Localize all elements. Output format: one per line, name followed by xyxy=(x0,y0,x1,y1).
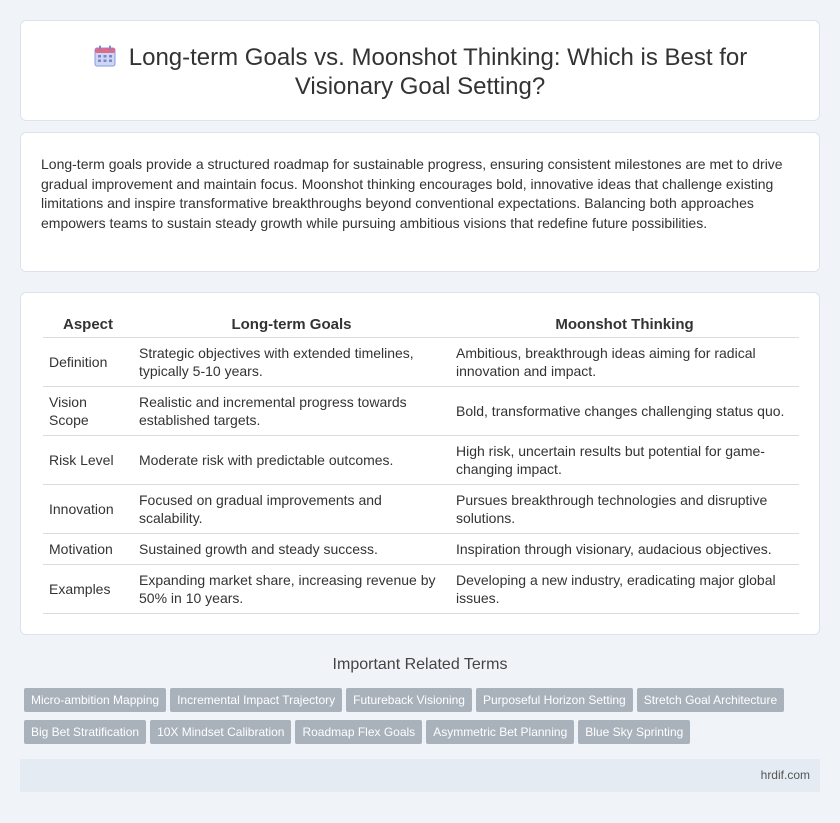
moonshot-cell: Pursues breakthrough technologies and disruptive solutions. xyxy=(450,484,799,533)
long-term-cell: Expanding market share, increasing revenue by 50% in 10 years. xyxy=(133,564,450,613)
comparison-table-card xyxy=(20,292,820,635)
long-term-cell: Sustained growth and steady success. xyxy=(133,533,450,564)
page-title-text: Long-term Goals vs. Moonshot Thinking: Which is Best for Visionary Goal Setting? xyxy=(128,44,748,100)
table-row xyxy=(43,564,799,613)
moonshot-cell: Ambitious, breakthrough ideas aiming for radical innovation and impact. xyxy=(450,337,799,386)
table-row xyxy=(43,533,799,564)
page-title xyxy=(21,43,819,101)
long-term-cell: Focused on gradual improvements and scalability. xyxy=(133,484,450,533)
calendar-icon xyxy=(93,44,117,68)
aspect-cell: Definition xyxy=(43,337,133,386)
footer xyxy=(20,759,820,792)
table-row xyxy=(43,484,799,533)
header-moonshot-thinking: Moonshot Thinking xyxy=(450,315,799,337)
header-card xyxy=(20,20,820,121)
aspect-cell: Risk Level xyxy=(43,435,133,484)
related-terms-list xyxy=(24,688,820,752)
summary-paragraph: Long-term goals provide a structured roadmap for sustainable progress, ensuring consistent milestones are met to drive gradual improvement and maintain focus. Moonshot thinking encourages bold, innovative ideas that challenge existing limitations and inspire transformative breakthroughs beyond conventional expectations. Balancing both approaches empowers teams to sustain steady growth while pursuing ambitious visions that redefine future possibilities. xyxy=(41,156,783,231)
related-term-tag[interactable]: Futureback Visioning xyxy=(346,688,472,712)
related-term-tag[interactable]: Asymmetric Bet Planning xyxy=(426,720,574,744)
table-header-row xyxy=(43,315,799,337)
summary-card xyxy=(20,132,820,272)
related-term-tag[interactable]: Incremental Impact Trajectory xyxy=(170,688,342,712)
aspect-cell: Innovation xyxy=(43,484,133,533)
moonshot-cell: Inspiration through visionary, audacious objectives. xyxy=(450,533,799,564)
header-long-term-goals: Long-term Goals xyxy=(133,315,450,337)
moonshot-cell: Developing a new industry, eradicating major global issues. xyxy=(450,564,799,613)
aspect-cell: Vision Scope xyxy=(43,386,133,435)
related-term-tag[interactable]: Stretch Goal Architecture xyxy=(637,688,784,712)
long-term-cell: Moderate risk with predictable outcomes. xyxy=(133,435,450,484)
related-term-tag[interactable]: Roadmap Flex Goals xyxy=(295,720,422,744)
related-term-tag[interactable]: Micro-ambition Mapping xyxy=(24,688,166,712)
footer-site-link[interactable]: hrdif.com xyxy=(760,768,810,782)
aspect-cell: Motivation xyxy=(43,533,133,564)
related-term-tag[interactable]: Blue Sky Sprinting xyxy=(578,720,690,744)
related-terms-heading: Important Related Terms xyxy=(332,656,508,673)
table-row xyxy=(43,386,799,435)
moonshot-cell: Bold, transformative changes challenging status quo. xyxy=(450,386,799,435)
related-term-tag[interactable]: Big Bet Stratification xyxy=(24,720,146,744)
moonshot-cell: High risk, uncertain results but potential for game-changing impact. xyxy=(450,435,799,484)
long-term-cell: Realistic and incremental progress towards established targets. xyxy=(133,386,450,435)
table-row xyxy=(43,337,799,386)
long-term-cell: Strategic objectives with extended timelines, typically 5-10 years. xyxy=(133,337,450,386)
comparison-table xyxy=(43,315,799,614)
header-aspect: Aspect xyxy=(43,315,133,337)
table-row xyxy=(43,435,799,484)
related-term-tag[interactable]: Purposeful Horizon Setting xyxy=(476,688,633,712)
aspect-cell: Examples xyxy=(43,564,133,613)
related-term-tag[interactable]: 10X Mindset Calibration xyxy=(150,720,291,744)
